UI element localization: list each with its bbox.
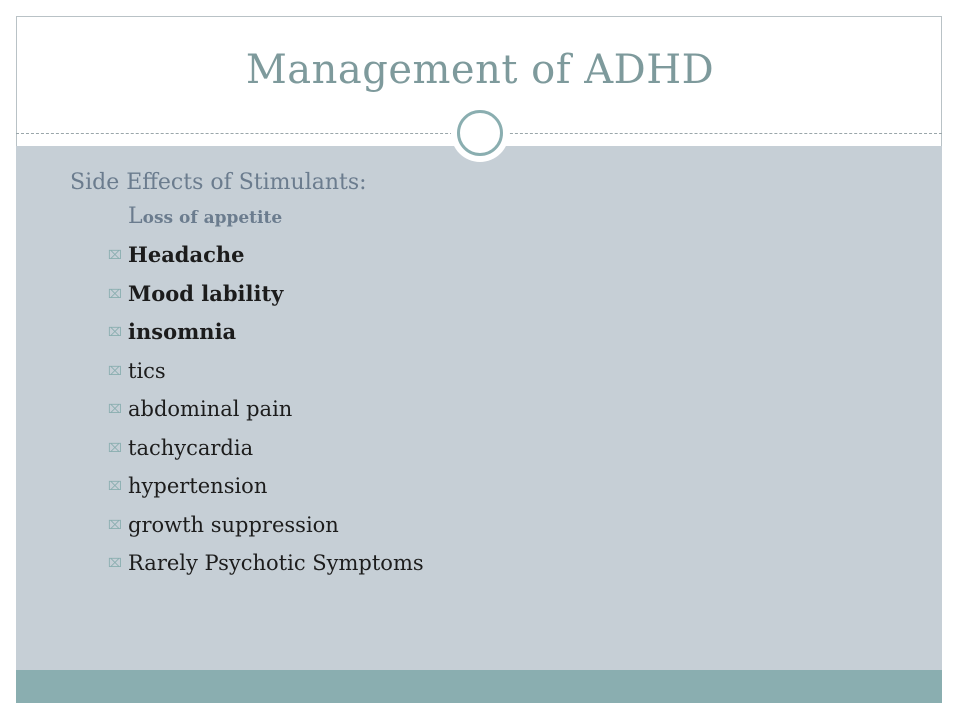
list-item bbox=[108, 394, 424, 433]
checkbox-bullet-icon: ⌧ bbox=[108, 286, 122, 301]
list-item-label: insomnia bbox=[128, 319, 237, 344]
list-item-label: Mood lability bbox=[128, 280, 284, 306]
first-sub-item-initial: L bbox=[128, 204, 143, 229]
checkbox-bullet-icon: ⌧ bbox=[108, 402, 122, 416]
list-item bbox=[108, 279, 424, 318]
list-item bbox=[108, 356, 424, 395]
list-item-label: Rarely Psychotic Symptoms bbox=[128, 551, 424, 575]
list-item-label: tachycardia bbox=[128, 435, 254, 460]
checkbox-bullet-icon: ⌧ bbox=[108, 248, 122, 262]
checkbox-bullet-icon: ⌧ bbox=[108, 556, 122, 570]
first-sub-item bbox=[128, 204, 282, 229]
circle-ornament-icon bbox=[451, 104, 509, 162]
list-item-label: hypertension bbox=[128, 474, 268, 498]
first-sub-item-rest: oss of appetite bbox=[142, 208, 283, 228]
list-item-label: growth suppression bbox=[128, 512, 339, 537]
checkbox-bullet-icon: ⌧ bbox=[108, 440, 122, 455]
subtitle: Side Effects of Stimulants: bbox=[70, 170, 367, 195]
list-item-label: tics bbox=[128, 358, 166, 383]
list-item bbox=[108, 510, 424, 549]
slide-title: Management of ADHD bbox=[245, 47, 715, 93]
side-effects-list bbox=[108, 240, 424, 587]
footer-bar bbox=[16, 670, 942, 703]
checkbox-bullet-icon: ⌧ bbox=[108, 363, 122, 378]
checkbox-bullet-icon: ⌧ bbox=[108, 479, 122, 493]
list-item bbox=[108, 317, 424, 356]
checkbox-bullet-icon: ⌧ bbox=[108, 517, 122, 532]
checkbox-bullet-icon: ⌧ bbox=[108, 325, 122, 339]
list-item-label: abdominal pain bbox=[128, 397, 293, 421]
list-item bbox=[108, 240, 424, 279]
list-item-label: Headache bbox=[128, 242, 245, 267]
list-item bbox=[108, 471, 424, 510]
circle-ornament-inner bbox=[457, 110, 503, 156]
list-item bbox=[108, 433, 424, 472]
list-item bbox=[108, 548, 424, 587]
